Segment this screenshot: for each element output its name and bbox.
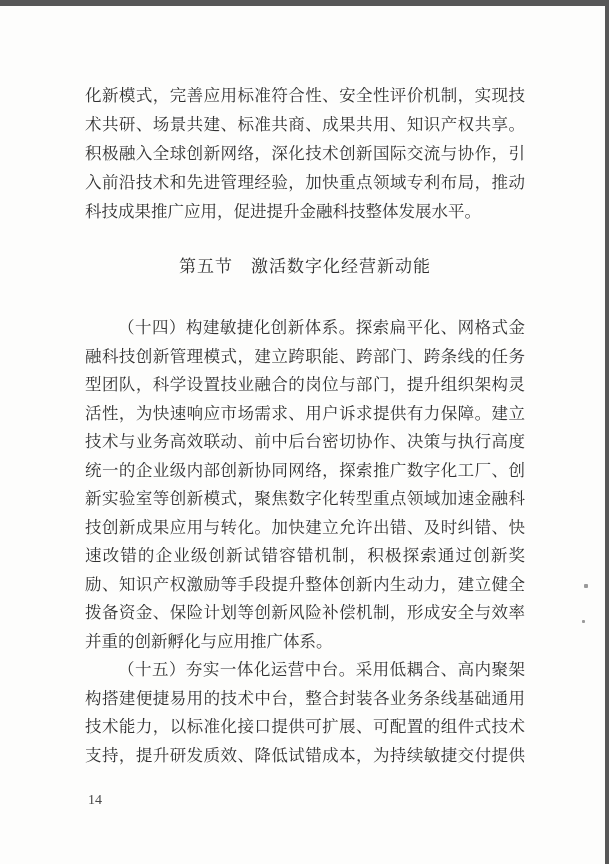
body-line: （十五）夯实一体化运营中台。采用低耦合、高内聚架 (118, 660, 525, 679)
paragraph-15 (85, 656, 525, 770)
body-line: 积极融入全球创新网络，深化技术创新国际交流与协作，引 (85, 144, 525, 163)
body-line: 速改错的企业级创新试错容错机制，积极探索通过创新奖 (85, 546, 525, 565)
body-line: 统一的企业级内部创新协同网络，探索推广数字化工厂、创 (85, 460, 525, 480)
scan-speck (584, 584, 588, 588)
page-right-edge-shadow (605, 0, 609, 864)
paragraph-continuation (85, 81, 525, 226)
body-line: 并重的创新孵化与应用推广体系。 (85, 631, 333, 651)
paragraph-14 (85, 314, 525, 656)
body-line: 术共研、场景共建、标准共商、成果共用、知识产权共享。 (85, 115, 525, 134)
body-line: （十四）构建敏捷化创新体系。探索扁平化、网格式金 (118, 318, 525, 337)
page-top-edge-shadow (0, 0, 609, 6)
body-line: 入前沿技术和先进管理经验，加快重点领域专利布局，推动 (85, 173, 525, 192)
section-heading: 第五节 激活数字化经营新动能 (179, 257, 431, 276)
body-line: 融科技创新管理模式，建立跨职能、跨部门、跨条线的任务 (85, 346, 525, 366)
body-line: 技创新成果应用与转化。加快建立允许出错、及时纠错、快 (85, 517, 525, 537)
body-line: 新实验室等创新模式，聚焦数字化转型重点领域加速金融科 (85, 489, 525, 508)
body-line: 构搭建便捷易用的技术中台，整合封装各业务条线基础通用 (85, 688, 525, 708)
body-line: 支持，提升研发质效、降低试错成本，为持续敏捷交付提供 (85, 745, 525, 765)
body-line: 技术与业务高效联动、前中后台密切协作、决策与执行高度 (85, 432, 525, 451)
body-line: 拨备资金、保险计划等创新风险补偿机制，形成安全与效率 (85, 603, 525, 622)
body-line: 技术能力，以标准化接口提供可扩展、可配置的组件式技术 (85, 717, 525, 736)
body-line: 化新模式，完善应用标准符合性、安全性评价机制，实现技 (85, 86, 525, 105)
scan-speck (582, 620, 585, 623)
body-line: 励、知识产权激励等手段提升整体创新内生动力，建立健全 (85, 574, 525, 594)
body-line: 科技成果推广应用，促进提升金融科技整体发展水平。 (85, 202, 481, 221)
page-number: 14 (88, 793, 102, 808)
body-line: 型团队，科学设置技业融合的岗位与部门，提升组织架构灵 (85, 375, 525, 394)
body-line: 活性，为快速响应市场需求、用户诉求提供有力保障。建立 (85, 403, 525, 423)
